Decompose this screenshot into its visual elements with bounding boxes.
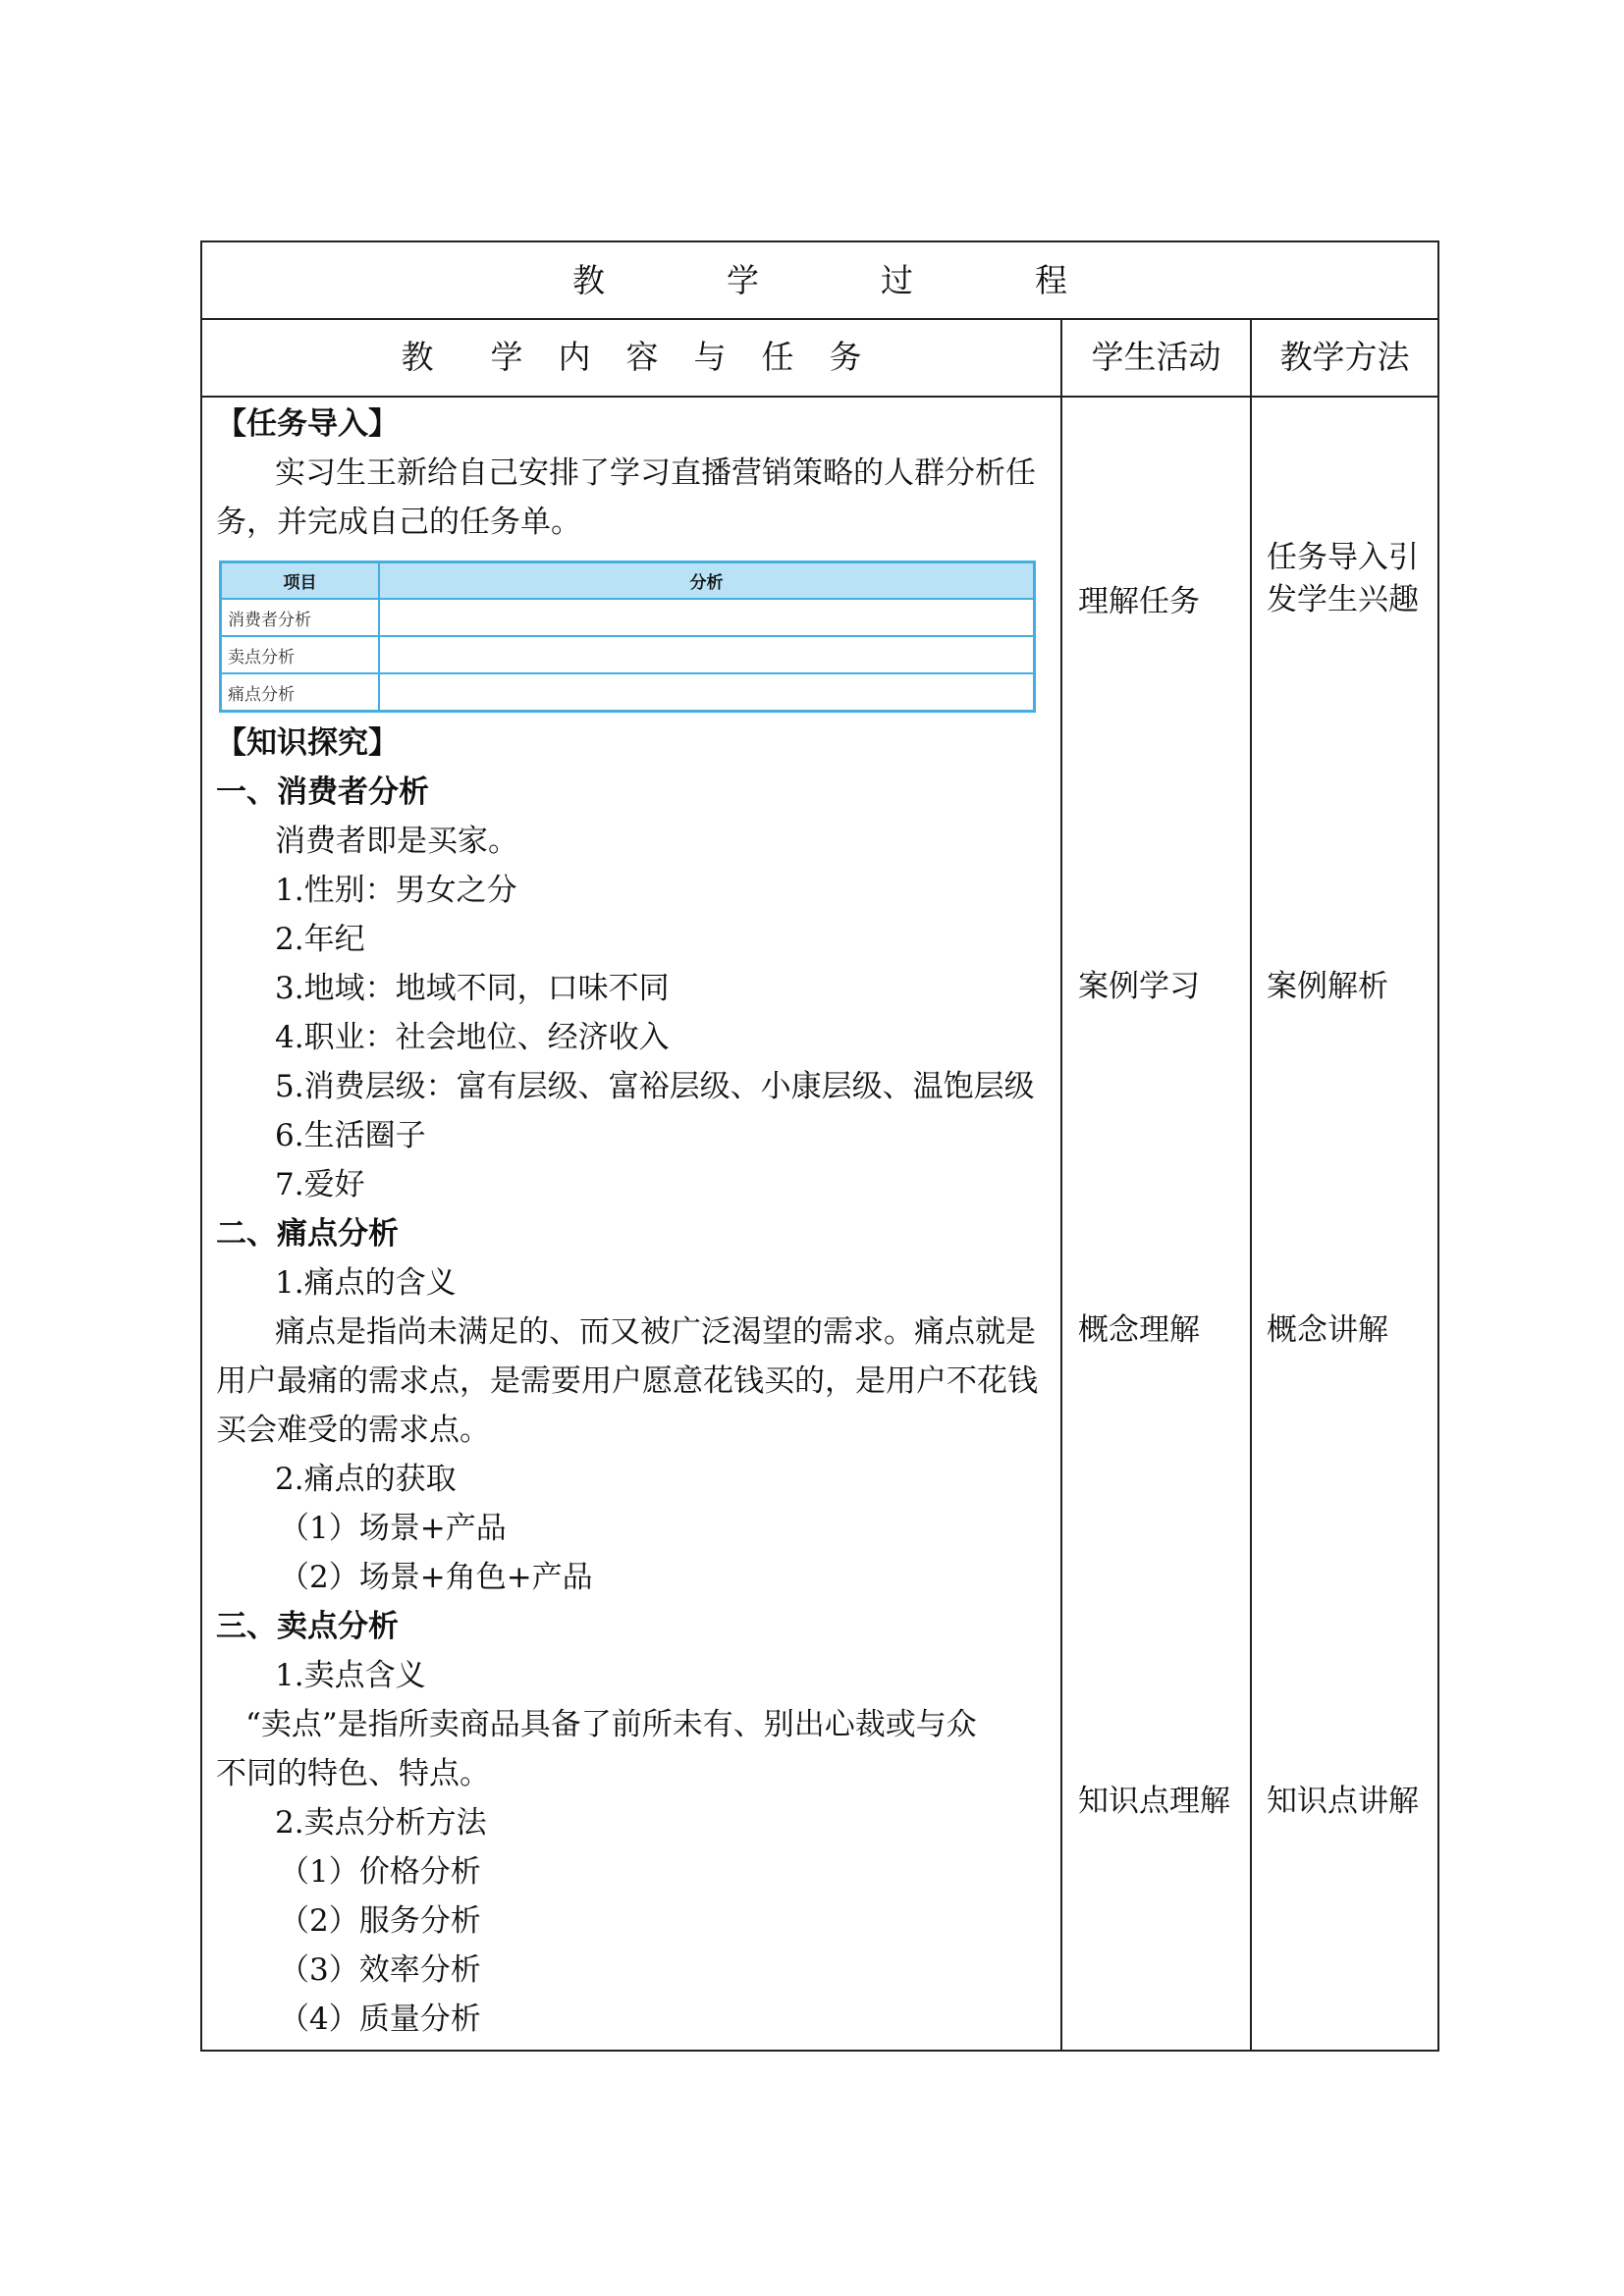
sub-heading: 1.卖点含义 [275, 1658, 426, 1693]
column-header-content: 教 学 内 容 与 任 务 [401, 338, 862, 376]
section-text: 消费者即是买家。 [275, 824, 518, 859]
list-item: 4.职业：社会地位、经济收入 [275, 1020, 670, 1055]
paragraph-line: 买会难受的需求点。 [216, 1413, 490, 1448]
task-sheet-row-label: 痛点分析 [222, 673, 379, 710]
task-sheet-row-label: 卖点分析 [222, 636, 379, 673]
section-title: 二、痛点分析 [216, 1216, 399, 1252]
list-item: （1）场景+产品 [279, 1511, 507, 1546]
activity-cell: 理解任务 [1078, 584, 1200, 619]
task-sheet-header: 分析 [379, 563, 1033, 599]
knowledge-heading: 【知识探究】 [216, 725, 399, 761]
sub-heading: 2.痛点的获取 [275, 1462, 457, 1497]
method-cell: 任务导入引 发学生兴趣 [1267, 540, 1419, 617]
method-cell: 知识点讲解 [1267, 1784, 1419, 1819]
list-item: （1）价格分析 [279, 1854, 481, 1890]
list-item: 2.年纪 [275, 922, 365, 957]
activity-cell: 案例学习 [1078, 969, 1200, 1004]
list-item: 1.性别：男女之分 [275, 873, 517, 908]
list-item: （2）场景+角色+产品 [279, 1560, 593, 1595]
activity-cell: 知识点理解 [1078, 1784, 1230, 1819]
list-item: （3）效率分析 [279, 1952, 481, 1988]
list-item: （4）质量分析 [279, 2002, 481, 2037]
task-sheet-cell [379, 673, 1033, 710]
task-sheet-row-label: 消费者分析 [222, 599, 379, 636]
task-intro-text: 实习生王新给自己安排了学习直播营销策略的人群分析任 [275, 455, 1036, 491]
column-header-activity: 学生活动 [1091, 338, 1221, 376]
section-title: 一、消费者分析 [216, 774, 429, 810]
list-item: （2）服务分析 [279, 1903, 481, 1939]
task-sheet-header: 项目 [222, 563, 379, 599]
method-cell: 案例解析 [1267, 969, 1388, 1004]
task-sheet-cell [379, 636, 1033, 673]
table-title: 教 学 过 程 [572, 261, 1067, 299]
method-cell: 概念讲解 [1267, 1312, 1388, 1348]
list-item: 3.地域：地域不同，口味不同 [275, 971, 670, 1006]
task-intro-heading: 【任务导入】 [216, 406, 399, 442]
task-sheet-table [219, 561, 1036, 713]
column-divider [1250, 319, 1252, 2052]
row-divider [202, 396, 1437, 398]
section-title: 三、卖点分析 [216, 1609, 399, 1644]
paragraph-line: 不同的特色、特点。 [216, 1756, 490, 1791]
list-item: 5.消费层级：富有层级、富裕层级、小康层级、温饱层级 [275, 1069, 1035, 1104]
activity-cell: 概念理解 [1078, 1312, 1200, 1348]
column-divider [1060, 319, 1062, 2052]
sub-heading: 1.痛点的含义 [275, 1265, 457, 1301]
list-item: 6.生活圈子 [275, 1118, 426, 1153]
column-header-method: 教学方法 [1279, 338, 1410, 376]
paragraph-line: 痛点是指尚未满足的、而又被广泛渴望的需求。痛点就是 [275, 1314, 1036, 1350]
paragraph-line: “卖点”是指所卖商品具备了前所未有、别出心裁或与众 [245, 1707, 977, 1742]
task-sheet-cell [379, 599, 1033, 636]
list-item: 7.爱好 [275, 1167, 365, 1202]
paragraph-line: 用户最痛的需求点，是需要用户愿意花钱买的，是用户不花钱 [216, 1363, 1038, 1399]
lesson-table [200, 240, 1439, 2052]
sub-heading: 2.卖点分析方法 [275, 1805, 487, 1841]
task-intro-text: 务，并完成自己的任务单。 [216, 505, 581, 540]
